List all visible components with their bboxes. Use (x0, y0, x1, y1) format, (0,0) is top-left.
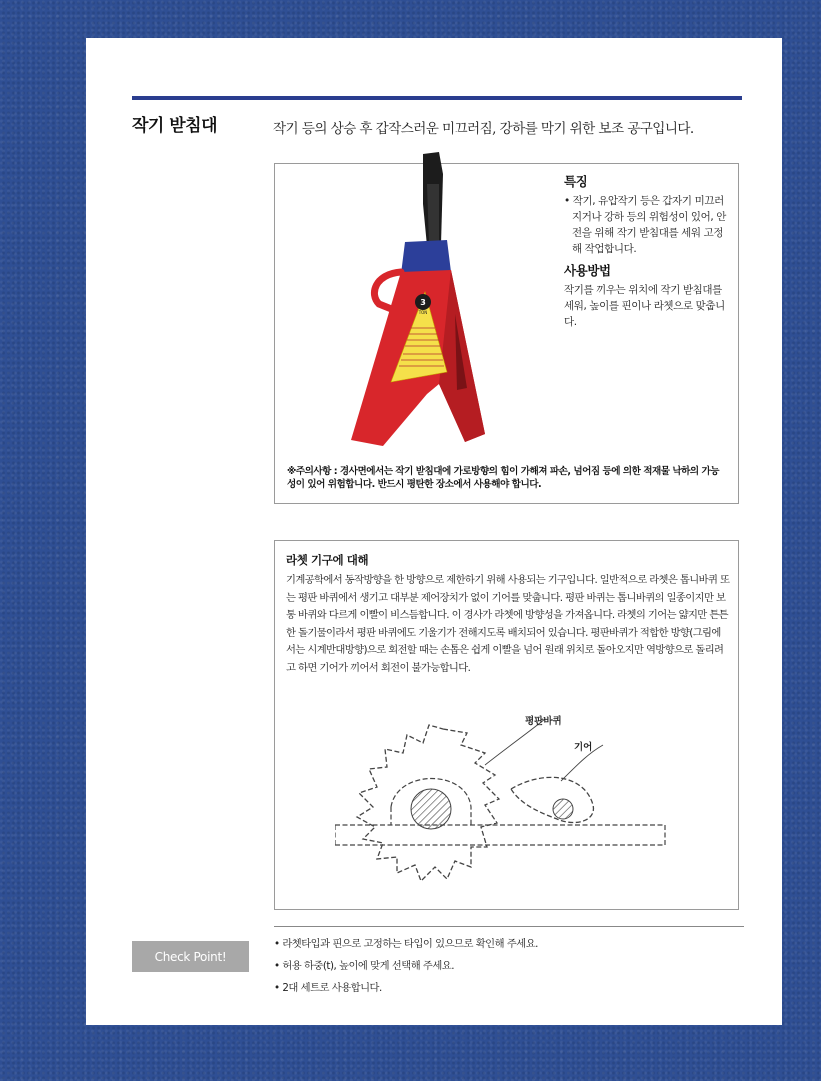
ratchet-body: 기계공학에서 동작방향을 한 방향으로 제한하기 위해 사용되는 기구입니다. 일반적으로 라쳇은 톱니바퀴 또는 평판 바퀴에서 생기고 대부분 제어장치가 없이 기어를 맞춥니다. 평판 바퀴는 톱니바퀴의 일종이지만 보통 바퀴와 다르게 이빨이 비스듬합니다. 이 경사가 라쳇에 방향성을 가져옵니다. 라쳇의 기어는 얇지만 튼튼한 돌기물이라서 평판 바퀴에도 기울기가 전해지도록 배치되어 있습니다. 평판바퀴가 적합한 방향(그림에서는 시계반대방향)으로 회전할 때는 손톱은 쉽게 이빨을 넘어 원래 위치로 돌아오지만 역방향으로 돌리려고 하면 기어가 끼어서 회전이 불가능합니다. (286, 574, 730, 674)
features-bullet: • 작기, 유압작기 등은 갑자기 미끄러지거나 강하 등의 위험성이 있어, 안전을 위해 작기 받침대를 세워 고정해 작업합니다. (564, 195, 727, 255)
jack-stand-panel (274, 163, 739, 504)
section-title: 작기 받침대 (132, 116, 218, 136)
jack-stand-image (335, 144, 485, 454)
caution-note: ※주의사항 : 경사면에서는 작기 받침대에 가로방향의 힘이 가해져 파손, 넘어짐 등에 의한 적재물 낙하의 가능성이 있어 위험합니다. 반드시 평탄한 장소에서 사용해야 합니다. (287, 466, 720, 490)
features-heading: 특징 (564, 174, 588, 189)
section-intro: 작기 등의 상승 후 갑작스러운 미끄러짐, 강하를 막기 위한 보조 공구입니다. (273, 121, 694, 137)
checkpoint-rule (274, 926, 744, 927)
checkpoint-list (274, 933, 538, 999)
usage-heading: 사용방법 (564, 263, 611, 278)
ratchet-heading: 라쳇 기구에 대해 (286, 553, 369, 567)
features-block (564, 174, 732, 330)
ratchet-panel (274, 540, 739, 910)
label-ratchet-wheel: 평판바퀴 (525, 716, 562, 727)
section-rule (132, 96, 742, 100)
checkpoint-item: • 2대 세트로 사용합니다. (274, 982, 382, 994)
ratchet-diagram (335, 709, 675, 889)
checkpoint-item: • 허용 하중(t), 높이에 맞게 선택해 주세요. (274, 960, 455, 972)
document-sheet (86, 38, 782, 1025)
usage-text: 작기를 끼우는 위치에 작기 받침대를 세워, 높이를 핀이나 라쳇으로 맞춥니다. (564, 284, 725, 328)
checkpoint-item: • 라쳇타입과 핀으로 고정하는 타입이 있으므로 확인해 주세요. (274, 938, 538, 950)
jack-badge-unit: TON (418, 310, 428, 315)
checkpoint-badge: Check Point! (132, 941, 249, 972)
label-pawl-gear: 기어 (574, 742, 593, 753)
jack-badge: 3 (420, 298, 426, 307)
